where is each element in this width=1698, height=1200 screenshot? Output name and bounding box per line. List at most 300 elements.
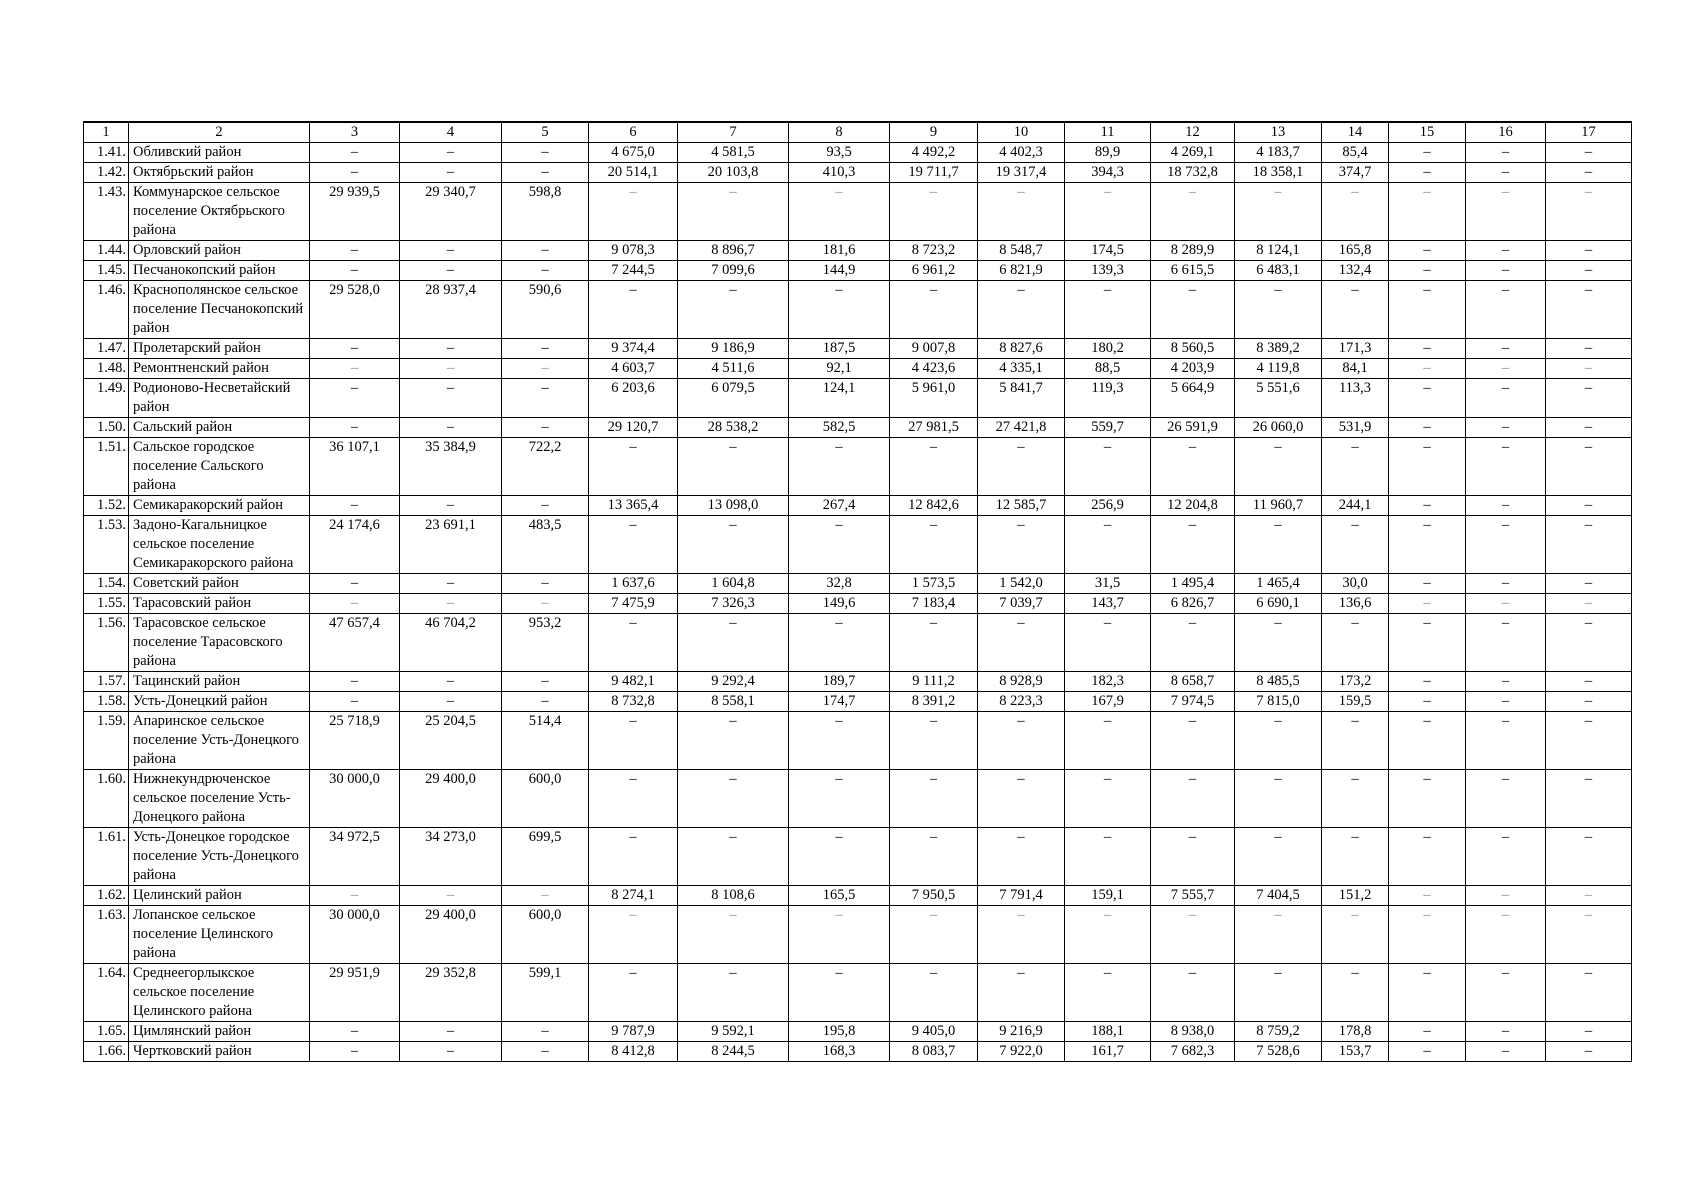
value-cell: – bbox=[978, 183, 1065, 241]
value-cell: 25 204,5 bbox=[400, 712, 502, 770]
value-cell: 9 007,8 bbox=[890, 339, 978, 359]
value-cell: – bbox=[1466, 261, 1546, 281]
value-cell: 9 111,2 bbox=[890, 672, 978, 692]
value-cell: – bbox=[678, 438, 789, 496]
value-cell: – bbox=[400, 379, 502, 418]
value-cell: 4 183,7 bbox=[1235, 143, 1322, 163]
value-cell: 8 223,3 bbox=[978, 692, 1065, 712]
value-cell: – bbox=[1466, 339, 1546, 359]
value-cell: – bbox=[400, 143, 502, 163]
value-cell: – bbox=[400, 1022, 502, 1042]
territory-name-cell: Тарасовский район bbox=[129, 594, 310, 614]
value-cell: – bbox=[1466, 574, 1546, 594]
row-number-cell: 1.58. bbox=[84, 692, 129, 712]
value-cell: 7 404,5 bbox=[1235, 886, 1322, 906]
territory-name-cell: Целинский район bbox=[129, 886, 310, 906]
value-cell: 151,2 bbox=[1322, 886, 1389, 906]
value-cell: – bbox=[1065, 281, 1151, 339]
territory-name-cell: Усть-Донецкий район bbox=[129, 692, 310, 712]
value-cell: – bbox=[1546, 1022, 1632, 1042]
value-cell: – bbox=[502, 692, 589, 712]
value-cell: 28 937,4 bbox=[400, 281, 502, 339]
value-cell: – bbox=[678, 712, 789, 770]
value-cell: – bbox=[400, 692, 502, 712]
value-cell: – bbox=[310, 261, 400, 281]
value-cell: 84,1 bbox=[1322, 359, 1389, 379]
value-cell: 31,5 bbox=[1065, 574, 1151, 594]
value-cell: – bbox=[310, 339, 400, 359]
value-cell: 161,7 bbox=[1065, 1042, 1151, 1062]
value-cell: 29 951,9 bbox=[310, 964, 400, 1022]
value-cell: 19 317,4 bbox=[978, 163, 1065, 183]
value-cell: 181,6 bbox=[789, 241, 890, 261]
value-cell: 8 412,8 bbox=[589, 1042, 678, 1062]
column-number-header: 3 bbox=[310, 122, 400, 143]
value-cell: – bbox=[678, 964, 789, 1022]
value-cell: 582,5 bbox=[789, 418, 890, 438]
table-row bbox=[84, 183, 1632, 241]
table-row bbox=[84, 828, 1632, 886]
value-cell: – bbox=[1466, 964, 1546, 1022]
territory-name-cell: Октябрьский район bbox=[129, 163, 310, 183]
value-cell: 7 475,9 bbox=[589, 594, 678, 614]
value-cell: 165,8 bbox=[1322, 241, 1389, 261]
value-cell: – bbox=[789, 964, 890, 1022]
value-cell: – bbox=[1389, 143, 1466, 163]
column-number-header: 12 bbox=[1151, 122, 1235, 143]
value-cell: 8 896,7 bbox=[678, 241, 789, 261]
value-cell: 195,8 bbox=[789, 1022, 890, 1042]
value-cell: 24 174,6 bbox=[310, 516, 400, 574]
row-number-cell: 1.63. bbox=[84, 906, 129, 964]
value-cell: 189,7 bbox=[789, 672, 890, 692]
value-cell: 7 950,5 bbox=[890, 886, 978, 906]
table-row bbox=[84, 964, 1632, 1022]
column-number-header: 8 bbox=[789, 122, 890, 143]
value-cell: 8 938,0 bbox=[1151, 1022, 1235, 1042]
value-cell: – bbox=[310, 886, 400, 906]
value-cell: – bbox=[502, 1022, 589, 1042]
value-cell: – bbox=[589, 964, 678, 1022]
value-cell: – bbox=[1389, 594, 1466, 614]
value-cell: 7 922,0 bbox=[978, 1042, 1065, 1062]
value-cell: – bbox=[789, 614, 890, 672]
value-cell: – bbox=[589, 614, 678, 672]
value-cell: – bbox=[1235, 183, 1322, 241]
value-cell: 9 374,4 bbox=[589, 339, 678, 359]
value-cell: 36 107,1 bbox=[310, 438, 400, 496]
territory-name-cell: Краснополянское сельское поселение Песчанокопский район bbox=[129, 281, 310, 339]
value-cell: 174,5 bbox=[1065, 241, 1151, 261]
value-cell: – bbox=[1389, 418, 1466, 438]
value-cell: 8 548,7 bbox=[978, 241, 1065, 261]
value-cell: – bbox=[1466, 906, 1546, 964]
column-number-header: 1 bbox=[84, 122, 129, 143]
column-number-header: 16 bbox=[1466, 122, 1546, 143]
value-cell: 4 269,1 bbox=[1151, 143, 1235, 163]
row-number-cell: 1.53. bbox=[84, 516, 129, 574]
value-cell: – bbox=[1151, 516, 1235, 574]
value-cell: – bbox=[1466, 379, 1546, 418]
value-cell: – bbox=[1235, 438, 1322, 496]
value-cell: – bbox=[1546, 339, 1632, 359]
value-cell: – bbox=[1546, 379, 1632, 418]
value-cell: – bbox=[890, 828, 978, 886]
value-cell: – bbox=[1466, 692, 1546, 712]
value-cell: – bbox=[978, 438, 1065, 496]
territory-name-cell: Цимлянский район bbox=[129, 1022, 310, 1042]
value-cell: 4 335,1 bbox=[978, 359, 1065, 379]
value-cell: – bbox=[789, 906, 890, 964]
value-cell: – bbox=[1546, 712, 1632, 770]
value-cell: 6 690,1 bbox=[1235, 594, 1322, 614]
value-cell: – bbox=[502, 886, 589, 906]
table-row bbox=[84, 241, 1632, 261]
value-cell: 6 203,6 bbox=[589, 379, 678, 418]
value-cell: – bbox=[1151, 770, 1235, 828]
row-number-cell: 1.51. bbox=[84, 438, 129, 496]
value-cell: – bbox=[1546, 828, 1632, 886]
territory-name-cell: Песчанокопский район bbox=[129, 261, 310, 281]
value-cell: 7 974,5 bbox=[1151, 692, 1235, 712]
column-number-header: 7 bbox=[678, 122, 789, 143]
value-cell: – bbox=[1322, 281, 1389, 339]
value-cell: 26 591,9 bbox=[1151, 418, 1235, 438]
value-cell: 18 358,1 bbox=[1235, 163, 1322, 183]
value-cell: – bbox=[1151, 281, 1235, 339]
value-cell: – bbox=[502, 339, 589, 359]
value-cell: – bbox=[978, 964, 1065, 1022]
value-cell: 159,1 bbox=[1065, 886, 1151, 906]
value-cell: – bbox=[1389, 241, 1466, 261]
column-number-header: 9 bbox=[890, 122, 978, 143]
value-cell: 182,3 bbox=[1065, 672, 1151, 692]
value-cell: 394,3 bbox=[1065, 163, 1151, 183]
value-cell: – bbox=[1065, 770, 1151, 828]
value-cell: 153,7 bbox=[1322, 1042, 1389, 1062]
territory-name-cell: Сальское городское поселение Сальского района bbox=[129, 438, 310, 496]
value-cell: 29 400,0 bbox=[400, 770, 502, 828]
value-cell: – bbox=[1389, 163, 1466, 183]
value-cell: – bbox=[1322, 183, 1389, 241]
value-cell: 171,3 bbox=[1322, 339, 1389, 359]
value-cell: – bbox=[890, 906, 978, 964]
value-cell: 85,4 bbox=[1322, 143, 1389, 163]
value-cell: – bbox=[1546, 1042, 1632, 1062]
table-row bbox=[84, 339, 1632, 359]
value-cell: – bbox=[502, 379, 589, 418]
value-cell: 30 000,0 bbox=[310, 906, 400, 964]
value-cell: 699,5 bbox=[502, 828, 589, 886]
territory-name-cell: Тарасовское сельское поселение Тарасовского района bbox=[129, 614, 310, 672]
value-cell: – bbox=[1322, 614, 1389, 672]
value-cell: 113,3 bbox=[1322, 379, 1389, 418]
value-cell: – bbox=[1322, 438, 1389, 496]
value-cell: 7 039,7 bbox=[978, 594, 1065, 614]
value-cell: – bbox=[1389, 692, 1466, 712]
value-cell: 531,9 bbox=[1322, 418, 1389, 438]
value-cell: – bbox=[1322, 828, 1389, 886]
value-cell: 6 079,5 bbox=[678, 379, 789, 418]
value-cell: – bbox=[1322, 770, 1389, 828]
table-row bbox=[84, 379, 1632, 418]
value-cell: 132,4 bbox=[1322, 261, 1389, 281]
value-cell: – bbox=[1151, 614, 1235, 672]
value-cell: – bbox=[1235, 770, 1322, 828]
value-cell: 34 972,5 bbox=[310, 828, 400, 886]
value-cell: – bbox=[502, 261, 589, 281]
value-cell: – bbox=[1235, 828, 1322, 886]
value-cell: – bbox=[1466, 281, 1546, 339]
value-cell: – bbox=[678, 281, 789, 339]
value-cell: – bbox=[1466, 770, 1546, 828]
value-cell: – bbox=[1389, 828, 1466, 886]
table-row bbox=[84, 418, 1632, 438]
value-cell: 7 555,7 bbox=[1151, 886, 1235, 906]
row-number-cell: 1.42. bbox=[84, 163, 129, 183]
value-cell: 168,3 bbox=[789, 1042, 890, 1062]
value-cell: 7 791,4 bbox=[978, 886, 1065, 906]
territory-name-cell: Орловский район bbox=[129, 241, 310, 261]
value-cell: – bbox=[1151, 183, 1235, 241]
value-cell: – bbox=[1546, 574, 1632, 594]
value-cell: 8 723,2 bbox=[890, 241, 978, 261]
value-cell: – bbox=[1389, 574, 1466, 594]
value-cell: – bbox=[1389, 964, 1466, 1022]
value-cell: – bbox=[678, 614, 789, 672]
table-row bbox=[84, 672, 1632, 692]
value-cell: – bbox=[1151, 964, 1235, 1022]
value-cell: – bbox=[310, 1042, 400, 1062]
value-cell: 599,1 bbox=[502, 964, 589, 1022]
value-cell: – bbox=[1546, 183, 1632, 241]
table-row bbox=[84, 143, 1632, 163]
value-cell: 25 718,9 bbox=[310, 712, 400, 770]
table-row bbox=[84, 770, 1632, 828]
value-cell: – bbox=[1466, 163, 1546, 183]
table-row bbox=[84, 886, 1632, 906]
value-cell: – bbox=[1235, 964, 1322, 1022]
table-row bbox=[84, 692, 1632, 712]
value-cell: 136,6 bbox=[1322, 594, 1389, 614]
value-cell: 29 352,8 bbox=[400, 964, 502, 1022]
value-cell: – bbox=[1151, 712, 1235, 770]
column-number-header: 6 bbox=[589, 122, 678, 143]
value-cell: – bbox=[890, 183, 978, 241]
value-cell: 13 098,0 bbox=[678, 496, 789, 516]
value-cell: 374,7 bbox=[1322, 163, 1389, 183]
value-cell: – bbox=[978, 828, 1065, 886]
value-cell: – bbox=[1065, 712, 1151, 770]
value-cell: 9 078,3 bbox=[589, 241, 678, 261]
value-cell: – bbox=[502, 1042, 589, 1062]
value-cell: – bbox=[1151, 828, 1235, 886]
territory-name-cell: Пролетарский район bbox=[129, 339, 310, 359]
value-cell: 88,5 bbox=[1065, 359, 1151, 379]
column-number-header: 2 bbox=[129, 122, 310, 143]
value-cell: – bbox=[1466, 359, 1546, 379]
value-cell: – bbox=[1466, 614, 1546, 672]
value-cell: 8 289,9 bbox=[1151, 241, 1235, 261]
value-cell: – bbox=[1466, 828, 1546, 886]
value-cell: – bbox=[890, 438, 978, 496]
value-cell: – bbox=[1235, 906, 1322, 964]
value-cell: 722,2 bbox=[502, 438, 589, 496]
territory-name-cell: Обливский район bbox=[129, 143, 310, 163]
value-cell: 8 560,5 bbox=[1151, 339, 1235, 359]
value-cell: – bbox=[502, 594, 589, 614]
value-cell: – bbox=[589, 438, 678, 496]
table-row bbox=[84, 496, 1632, 516]
value-cell: 9 186,9 bbox=[678, 339, 789, 359]
value-cell: – bbox=[1466, 1042, 1546, 1062]
value-cell: 7 244,5 bbox=[589, 261, 678, 281]
value-cell: – bbox=[789, 770, 890, 828]
value-cell: – bbox=[1151, 438, 1235, 496]
value-cell: – bbox=[1065, 828, 1151, 886]
value-cell: 7 815,0 bbox=[1235, 692, 1322, 712]
value-cell: – bbox=[400, 418, 502, 438]
value-cell: – bbox=[310, 143, 400, 163]
row-number-cell: 1.50. bbox=[84, 418, 129, 438]
territory-name-cell: Сальский район bbox=[129, 418, 310, 438]
value-cell: 20 514,1 bbox=[589, 163, 678, 183]
value-cell: 28 538,2 bbox=[678, 418, 789, 438]
value-cell: 5 551,6 bbox=[1235, 379, 1322, 418]
value-cell: – bbox=[502, 143, 589, 163]
value-cell: – bbox=[310, 359, 400, 379]
value-cell: – bbox=[1546, 770, 1632, 828]
row-number-cell: 1.55. bbox=[84, 594, 129, 614]
value-cell: – bbox=[310, 496, 400, 516]
value-cell: – bbox=[1466, 594, 1546, 614]
value-cell: 30,0 bbox=[1322, 574, 1389, 594]
value-cell: – bbox=[310, 594, 400, 614]
value-cell: 410,3 bbox=[789, 163, 890, 183]
value-cell: 13 365,4 bbox=[589, 496, 678, 516]
value-cell: – bbox=[1546, 672, 1632, 692]
value-cell: 8 391,2 bbox=[890, 692, 978, 712]
column-number-header: 5 bbox=[502, 122, 589, 143]
value-cell: 149,6 bbox=[789, 594, 890, 614]
value-cell: 119,3 bbox=[1065, 379, 1151, 418]
value-cell: 12 585,7 bbox=[978, 496, 1065, 516]
value-cell: 4 675,0 bbox=[589, 143, 678, 163]
value-cell: 165,5 bbox=[789, 886, 890, 906]
column-number-header: 10 bbox=[978, 122, 1065, 143]
value-cell: 32,8 bbox=[789, 574, 890, 594]
value-cell: 8 658,7 bbox=[1151, 672, 1235, 692]
value-cell: – bbox=[890, 712, 978, 770]
value-cell: – bbox=[978, 770, 1065, 828]
territory-name-cell: Задоно-Кагальницкое сельское поселение Семикаракорского района bbox=[129, 516, 310, 574]
value-cell: 9 592,1 bbox=[678, 1022, 789, 1042]
value-cell: – bbox=[1322, 906, 1389, 964]
row-number-cell: 1.54. bbox=[84, 574, 129, 594]
value-cell: – bbox=[1466, 712, 1546, 770]
row-number-cell: 1.57. bbox=[84, 672, 129, 692]
value-cell: 143,7 bbox=[1065, 594, 1151, 614]
value-cell: 590,6 bbox=[502, 281, 589, 339]
value-cell: – bbox=[310, 672, 400, 692]
value-cell: – bbox=[678, 183, 789, 241]
value-cell: – bbox=[1546, 692, 1632, 712]
value-cell: – bbox=[1466, 886, 1546, 906]
table-row bbox=[84, 281, 1632, 339]
row-number-cell: 1.60. bbox=[84, 770, 129, 828]
value-cell: 20 103,8 bbox=[678, 163, 789, 183]
value-cell: 18 732,8 bbox=[1151, 163, 1235, 183]
table-row bbox=[84, 516, 1632, 574]
value-cell: 8 928,9 bbox=[978, 672, 1065, 692]
value-cell: – bbox=[400, 594, 502, 614]
value-cell: – bbox=[1466, 438, 1546, 496]
value-cell: 26 060,0 bbox=[1235, 418, 1322, 438]
value-cell: 8 108,6 bbox=[678, 886, 789, 906]
budget-table bbox=[83, 121, 1632, 1062]
value-cell: – bbox=[1546, 261, 1632, 281]
table-row bbox=[84, 574, 1632, 594]
value-cell: 4 119,8 bbox=[1235, 359, 1322, 379]
value-cell: – bbox=[789, 828, 890, 886]
value-cell: 12 842,6 bbox=[890, 496, 978, 516]
value-cell: 7 183,4 bbox=[890, 594, 978, 614]
value-cell: – bbox=[502, 418, 589, 438]
value-cell: 144,9 bbox=[789, 261, 890, 281]
row-number-cell: 1.66. bbox=[84, 1042, 129, 1062]
value-cell: – bbox=[1389, 672, 1466, 692]
value-cell: – bbox=[978, 281, 1065, 339]
value-cell: 267,4 bbox=[789, 496, 890, 516]
value-cell: – bbox=[1065, 516, 1151, 574]
value-cell: 8 389,2 bbox=[1235, 339, 1322, 359]
value-cell: 244,1 bbox=[1322, 496, 1389, 516]
column-number-header: 17 bbox=[1546, 122, 1632, 143]
table-row bbox=[84, 359, 1632, 379]
value-cell: – bbox=[1235, 281, 1322, 339]
value-cell: 6 826,7 bbox=[1151, 594, 1235, 614]
value-cell: 89,9 bbox=[1065, 143, 1151, 163]
value-cell: – bbox=[789, 712, 890, 770]
value-cell: – bbox=[1389, 712, 1466, 770]
value-cell: 29 340,7 bbox=[400, 183, 502, 241]
value-cell: – bbox=[1466, 143, 1546, 163]
value-cell: 600,0 bbox=[502, 906, 589, 964]
value-cell: – bbox=[400, 1042, 502, 1062]
value-cell: 23 691,1 bbox=[400, 516, 502, 574]
value-cell: 92,1 bbox=[789, 359, 890, 379]
row-number-cell: 1.46. bbox=[84, 281, 129, 339]
value-cell: 1 495,4 bbox=[1151, 574, 1235, 594]
value-cell: – bbox=[1322, 712, 1389, 770]
value-cell: 9 405,0 bbox=[890, 1022, 978, 1042]
value-cell: – bbox=[978, 614, 1065, 672]
column-number-header: 14 bbox=[1322, 122, 1389, 143]
value-cell: – bbox=[502, 359, 589, 379]
value-cell: – bbox=[1466, 672, 1546, 692]
row-number-cell: 1.48. bbox=[84, 359, 129, 379]
value-cell: 173,2 bbox=[1322, 672, 1389, 692]
value-cell: – bbox=[310, 241, 400, 261]
territory-name-cell: Тацинский район bbox=[129, 672, 310, 692]
value-cell: – bbox=[1389, 906, 1466, 964]
value-cell: 6 615,5 bbox=[1151, 261, 1235, 281]
value-cell: – bbox=[502, 672, 589, 692]
value-cell: – bbox=[678, 516, 789, 574]
value-cell: 27 981,5 bbox=[890, 418, 978, 438]
value-cell: 5 664,9 bbox=[1151, 379, 1235, 418]
value-cell: – bbox=[1065, 614, 1151, 672]
